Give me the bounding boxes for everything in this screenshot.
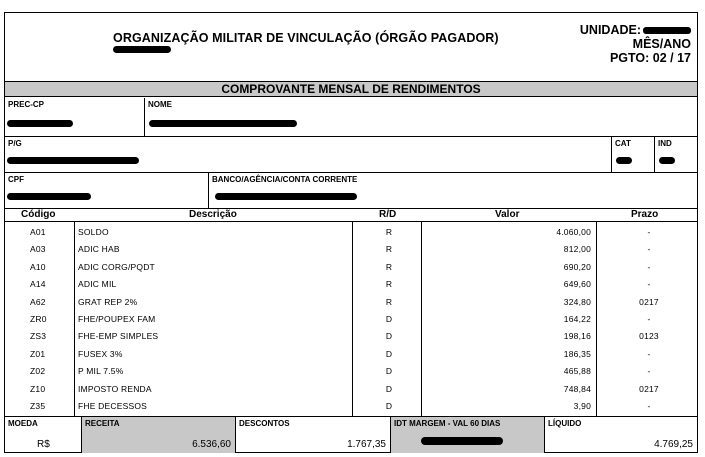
cell-valor: 465,88 xyxy=(563,366,591,377)
cell-descricao: ADIC MIL xyxy=(78,279,117,290)
receita-value: 6.536,60 xyxy=(192,439,231,450)
cell-valor: 748,84 xyxy=(563,383,591,394)
cell-codigo: A14 xyxy=(30,279,46,290)
redacted-cat xyxy=(616,157,632,164)
table-header xyxy=(5,208,697,222)
idt-margem-label: IDT MARGEM - VAL 60 DIAS xyxy=(394,419,501,428)
cell-descricao: P MIL 7.5% xyxy=(78,366,124,377)
table-row xyxy=(5,379,697,396)
cell-rd: D xyxy=(385,348,393,359)
receita-label: RECEITA xyxy=(85,419,120,428)
moeda-value: R$ xyxy=(37,439,50,450)
cell-codigo: Z35 xyxy=(30,400,46,411)
table-row xyxy=(5,344,697,361)
cell-valor: 812,00 xyxy=(563,244,591,255)
cell-descricao: GRAT REP 2% xyxy=(78,296,138,307)
ind-label: IND xyxy=(658,139,672,148)
receita-cell xyxy=(82,417,236,453)
cell-descricao: FUSEX 3% xyxy=(78,348,123,359)
cell-rd: D xyxy=(385,400,393,411)
cell-descricao: FHE/POUPEX FAM xyxy=(78,313,156,324)
table-row xyxy=(5,361,697,378)
redacted-ind xyxy=(659,157,675,164)
redacted-pg xyxy=(7,157,139,164)
unit-info xyxy=(580,23,691,65)
cell-prazo: 0123 xyxy=(639,331,659,342)
cell-rd: R xyxy=(385,279,393,290)
cell-valor: 3,90 xyxy=(573,400,591,411)
ind-field xyxy=(655,137,697,172)
redacted-unidade xyxy=(643,27,691,34)
totals-footer xyxy=(5,417,697,453)
cell-codigo: Z02 xyxy=(30,366,46,377)
cell-prazo: - xyxy=(647,366,651,377)
pgto-label: PGTO: 02 / 17 xyxy=(609,51,691,65)
pg-field xyxy=(5,137,612,172)
cell-valor: 186,35 xyxy=(563,348,591,359)
cell-codigo: Z01 xyxy=(30,348,46,359)
cell-rd: D xyxy=(385,313,393,324)
col-codigo: Código xyxy=(21,209,56,220)
banco-label: BANCO/AGÊNCIA/CONTA CORRENTE xyxy=(212,175,358,184)
cell-prazo: - xyxy=(647,400,651,411)
cell-descricao: IMPOSTO RENDA xyxy=(78,383,152,394)
cell-prazo: - xyxy=(647,348,651,359)
liquido-value: 4.769,25 xyxy=(654,439,693,450)
cell-codigo: Z10 xyxy=(30,383,46,394)
cell-prazo: - xyxy=(647,227,651,237)
cell-prazo: 0217 xyxy=(639,383,659,394)
idt-margem-cell xyxy=(391,417,545,453)
cell-rd: D xyxy=(385,383,393,394)
cell-prazo: - xyxy=(647,244,651,255)
cell-valor: 324,80 xyxy=(563,296,591,307)
cell-valor: 198,16 xyxy=(563,331,591,342)
redacted-nome xyxy=(149,120,297,127)
cell-codigo: A01 xyxy=(30,227,46,237)
unidade-label: UNIDADE: xyxy=(579,23,641,37)
moeda-cell xyxy=(5,417,82,453)
nome-label: NOME xyxy=(148,100,172,109)
table-row xyxy=(5,239,697,256)
redacted-prec-cp xyxy=(7,120,73,127)
cpf-label: CPF xyxy=(8,175,24,184)
cell-descricao: ADIC HAB xyxy=(78,244,120,255)
cell-codigo: A03 xyxy=(30,244,46,255)
org-title: ORGANIZAÇÃO MILITAR DE VINCULAÇÃO (ÓRGÃO PAGADOR) xyxy=(113,31,499,45)
redacted-idt-margem xyxy=(421,437,503,445)
cell-rd: R xyxy=(385,244,393,255)
cell-codigo: A10 xyxy=(30,261,46,272)
prec-cp-label: PREC-CP xyxy=(8,100,45,109)
cell-descricao: SOLDO xyxy=(78,227,109,237)
table-body xyxy=(5,222,697,413)
table-row xyxy=(5,274,697,291)
cell-prazo: - xyxy=(647,279,651,290)
table-row xyxy=(5,292,697,309)
liquido-cell xyxy=(545,417,697,453)
cell-rd: R xyxy=(385,261,393,272)
payslip-document xyxy=(4,12,698,453)
redacted-banco xyxy=(215,193,357,200)
cell-prazo: 0217 xyxy=(639,296,659,307)
cell-codigo: ZR0 xyxy=(30,313,47,324)
cell-codigo: A62 xyxy=(30,296,46,307)
descontos-cell xyxy=(236,417,391,453)
prec-cp-field xyxy=(5,98,145,136)
col-rd: R/D xyxy=(379,209,397,220)
table-row xyxy=(5,257,697,274)
banco-field xyxy=(209,173,697,208)
cell-codigo: ZS3 xyxy=(30,331,47,342)
descontos-value: 1.767,35 xyxy=(347,439,386,450)
redacted-cpf xyxy=(7,193,91,200)
table-row xyxy=(5,326,697,343)
cell-prazo: - xyxy=(647,261,651,272)
moeda-label: MOEDA xyxy=(8,419,38,428)
cell-rd: R xyxy=(385,296,393,307)
nome-field xyxy=(145,98,697,136)
col-descricao: Descrição xyxy=(189,209,237,220)
mes-ano-label: MÊS/ANO xyxy=(632,37,691,51)
liquido-label: LÍQUIDO xyxy=(548,419,582,428)
col-prazo: Prazo xyxy=(631,209,659,220)
descontos-label: DESCONTOS xyxy=(239,419,290,428)
redacted-org-code xyxy=(113,46,171,53)
cell-descricao: ADIC CORG/PQDT xyxy=(78,261,155,272)
pg-label: P/G xyxy=(8,139,22,148)
col-valor: Valor xyxy=(495,209,520,220)
cpf-field xyxy=(5,173,209,208)
cat-field xyxy=(612,137,655,172)
table-row xyxy=(5,309,697,326)
table-row xyxy=(5,222,697,239)
cell-valor: 164,22 xyxy=(563,313,591,324)
cell-descricao: FHE DECESSOS xyxy=(78,400,147,411)
cell-valor: 649,60 xyxy=(563,279,591,290)
document-title: COMPROVANTE MENSAL DE RENDIMENTOS xyxy=(5,81,697,97)
cell-rd: R xyxy=(385,227,393,237)
table-row xyxy=(5,396,697,413)
cell-valor: 690,20 xyxy=(563,261,591,272)
cell-descricao: FHE-EMP SIMPLES xyxy=(78,331,159,342)
cell-prazo: - xyxy=(647,313,651,324)
cell-rd: D xyxy=(385,366,393,377)
cat-label: CAT xyxy=(615,139,631,148)
cell-rd: D xyxy=(385,331,393,342)
cell-valor: 4.060,00 xyxy=(556,227,591,237)
